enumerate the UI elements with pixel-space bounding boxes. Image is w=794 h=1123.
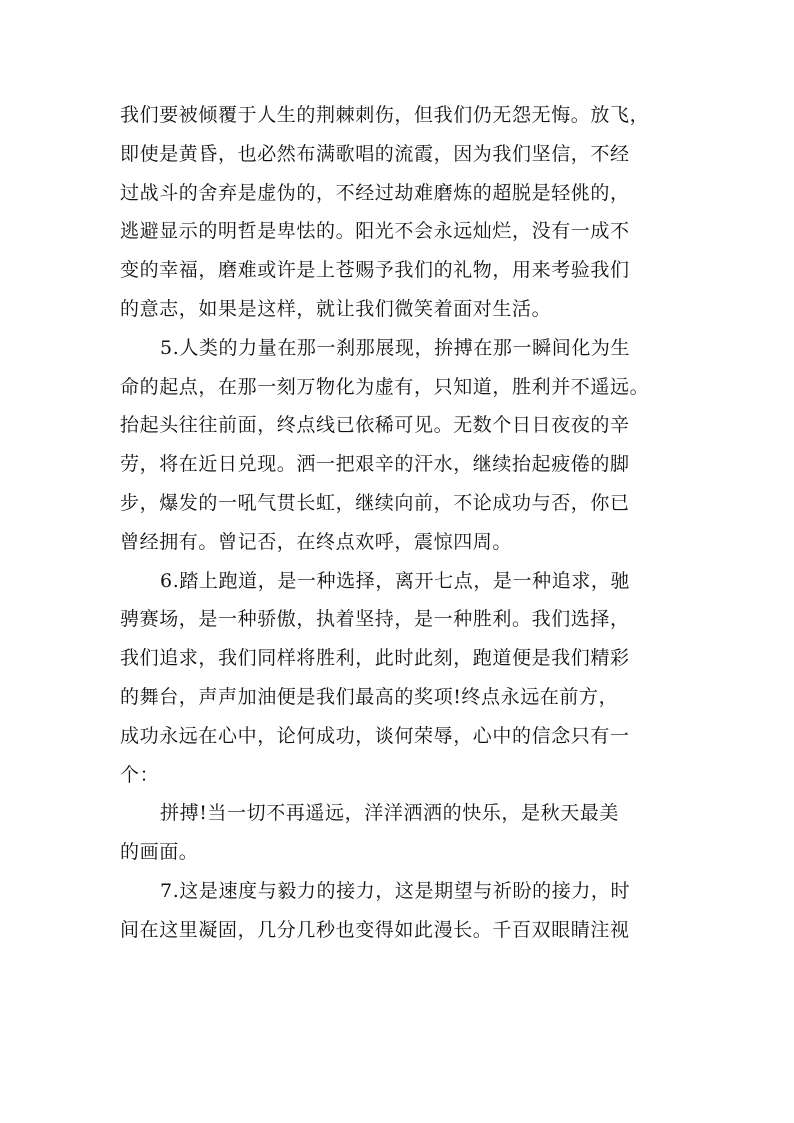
text-line: 变的幸福，磨难或许是上苍赐予我们的礼物，用来考验我们 xyxy=(120,259,630,282)
text-line: 我们要被倾覆于人生的荆棘刺伤，但我们仍无怨无悔。放飞， xyxy=(120,104,650,126)
text-line: 的画面。 xyxy=(120,841,199,864)
text-line: 劳，将在近日兑现。洒一把艰辛的汗水，继续抬起疲倦的脚 xyxy=(120,453,630,476)
text-line: 逃避显示的明哲是卑怯的。阳光不会永远灿烂，没有一成不 xyxy=(120,220,630,243)
paragraph-first-line: 拼搏!当一切不再遥远，洋洋洒洒的快乐，是秋天最美 xyxy=(160,802,620,825)
text-line: 抬起头往往前面，终点线已依稀可见。无数个日日夜夜的辛 xyxy=(120,414,630,437)
text-line: 间在这里凝固，几分几秒也变得如此漫长。千百双眼睛注视 xyxy=(120,918,630,941)
text-line: 步，爆发的一吼气贯长虹，继续向前，不论成功与否，你已 xyxy=(120,491,630,514)
paragraph-7-first-line: 7.这是速度与毅力的接力，这是期望与祈盼的接力，时 xyxy=(160,879,631,902)
paragraph-5-first-line: 5.人类的力量在那一刹那展现，拚搏在那一瞬间化为生 xyxy=(160,336,631,359)
text-line: 的意志，如果是这样，就让我们微笑着面对生活。 xyxy=(120,297,552,320)
paragraph-6-first-line: 6.踏上跑道，是一种选择，离开七点，是一种追求，驰 xyxy=(160,569,631,592)
text-line: 我们追求，我们同样将胜利，此时此刻，跑道便是我们精彩 xyxy=(120,647,630,670)
text-line: 个： xyxy=(120,763,160,786)
text-line: 骋赛场，是一种骄傲，执着坚持，是一种胜利。我们选择， xyxy=(120,608,630,631)
text-line: 命的起点，在那一刻万物化为虚有，只知道，胜利并不遥远。 xyxy=(120,375,650,398)
text-line: 的舞台，声声加油便是我们最高的奖项!终点永远在前方， xyxy=(120,685,619,708)
text-line: 过战斗的舍弃是虚伪的，不经过劫难磨炼的超脱是轻佻的， xyxy=(120,181,630,204)
text-line: 成功永远在心中，论何成功，谈何荣辱，心中的信念只有一 xyxy=(120,724,630,747)
document-body xyxy=(120,96,680,950)
text-line: 即使是黄昏，也必然布满歌唱的流霞，因为我们坚信，不经 xyxy=(120,142,630,165)
text-line: 曾经拥有。曾记否，在终点欢呼，震惊四周。 xyxy=(120,530,513,553)
